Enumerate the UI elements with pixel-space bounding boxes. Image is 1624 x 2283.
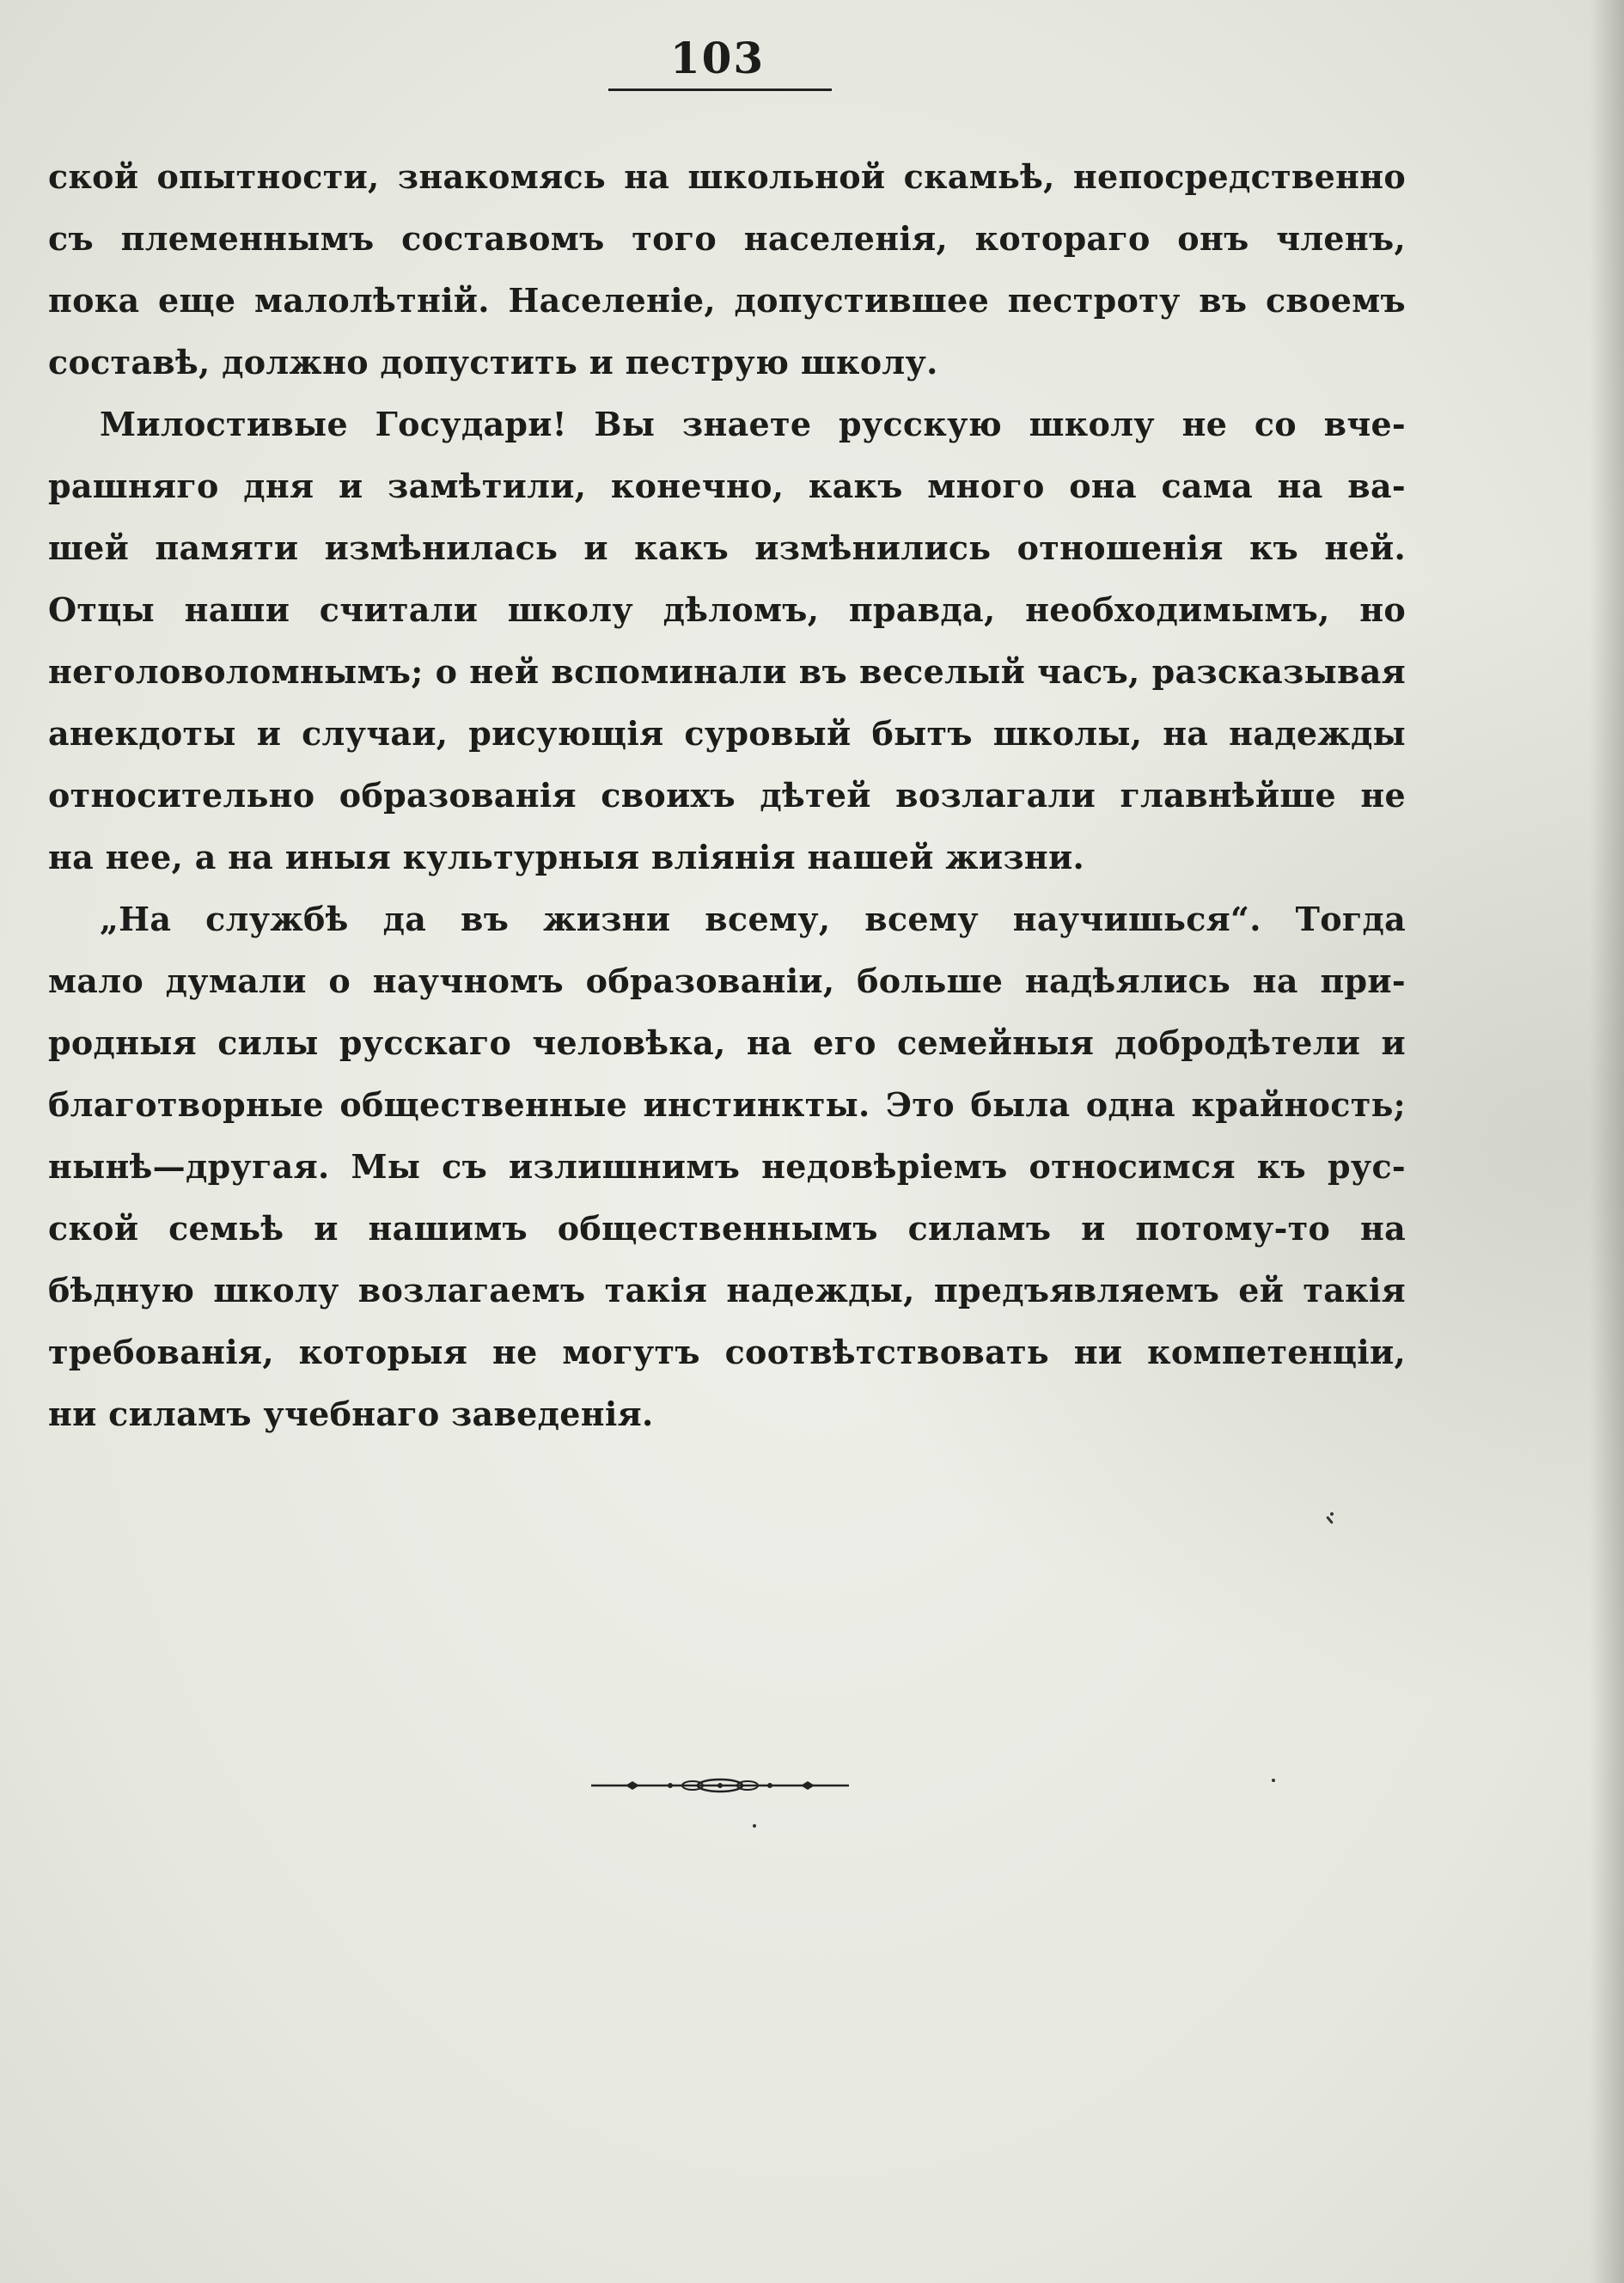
page-number: 103 (669, 33, 766, 83)
text-line: требованія, которыя не могутъ соотвѣтствовать ни компетенціи, (48, 1333, 1406, 1371)
paragraph-2 (48, 394, 1406, 888)
text-line: ской семьѣ и нашимъ общественнымъ силамъ и потому-то на (48, 1209, 1406, 1248)
paper-speck (1330, 1512, 1334, 1516)
paragraph-1 (48, 146, 1406, 394)
text-line: Отцы наши считали школу дѣломъ, правда, необходимымъ, но (48, 590, 1406, 629)
text-line: ской опытности, знакомясь на школьной скамьѣ, непосредственно (48, 157, 1406, 196)
text-line: шей памяти измѣнилась и какъ измѣнились отношенія къ ней. (48, 528, 1406, 567)
paragraph-3 (48, 888, 1406, 1445)
header-rule (608, 89, 832, 91)
text-line: пока еще малолѣтній. Населеніе, допустившее пестроту въ своемъ (48, 281, 1406, 320)
text-line: „На службѣ да въ жизни всему, всему научишься“. Тогда (100, 900, 1406, 938)
text-line: ни силамъ учебнаго заведенія. (48, 1395, 654, 1433)
text-line: съ племеннымъ составомъ того населенія, котораго онъ членъ, (48, 219, 1406, 258)
text-line: относительно образованія своихъ дѣтей возлагали главнѣйше не (48, 776, 1406, 815)
text-line: благотворные общественные инстинкты. Это была одна крайность; (48, 1085, 1406, 1124)
ornament-divider-icon (591, 1773, 849, 1798)
text-line: родныя силы русскаго человѣка, на его семейныя добродѣтели и (48, 1023, 1406, 1062)
text-line: анекдоты и случаи, рисующія суровый бытъ школы, на надежды (48, 714, 1406, 753)
text-line: нынѣ—другая. Мы съ излишнимъ недовѣріемъ относимся къ рус- (48, 1147, 1406, 1186)
paper-speck (753, 1824, 756, 1828)
text-line: на нее, а на иныя культурныя вліянія нашей жизни. (48, 838, 1085, 876)
paper-speck (1272, 1779, 1275, 1782)
text-line: Милостивые Государи! Вы знаете русскую школу не со вче- (100, 405, 1406, 443)
text-line: составѣ, должно допустить и пеструю школу. (48, 343, 938, 382)
text-line: бѣдную школу возлагаемъ такія надежды, предъявляемъ ей такія (48, 1271, 1406, 1309)
text-line: неголоволомнымъ; о ней вспоминали въ веселый часъ, разсказывая (48, 652, 1406, 691)
text-line: рашняго дня и замѣтили, конечно, какъ много она сама на ва- (48, 467, 1406, 505)
body-text (48, 146, 1406, 1445)
paper-speck (1326, 1516, 1334, 1524)
text-line: мало думали о научномъ образованіи, больше надѣялись на при- (48, 961, 1406, 1000)
